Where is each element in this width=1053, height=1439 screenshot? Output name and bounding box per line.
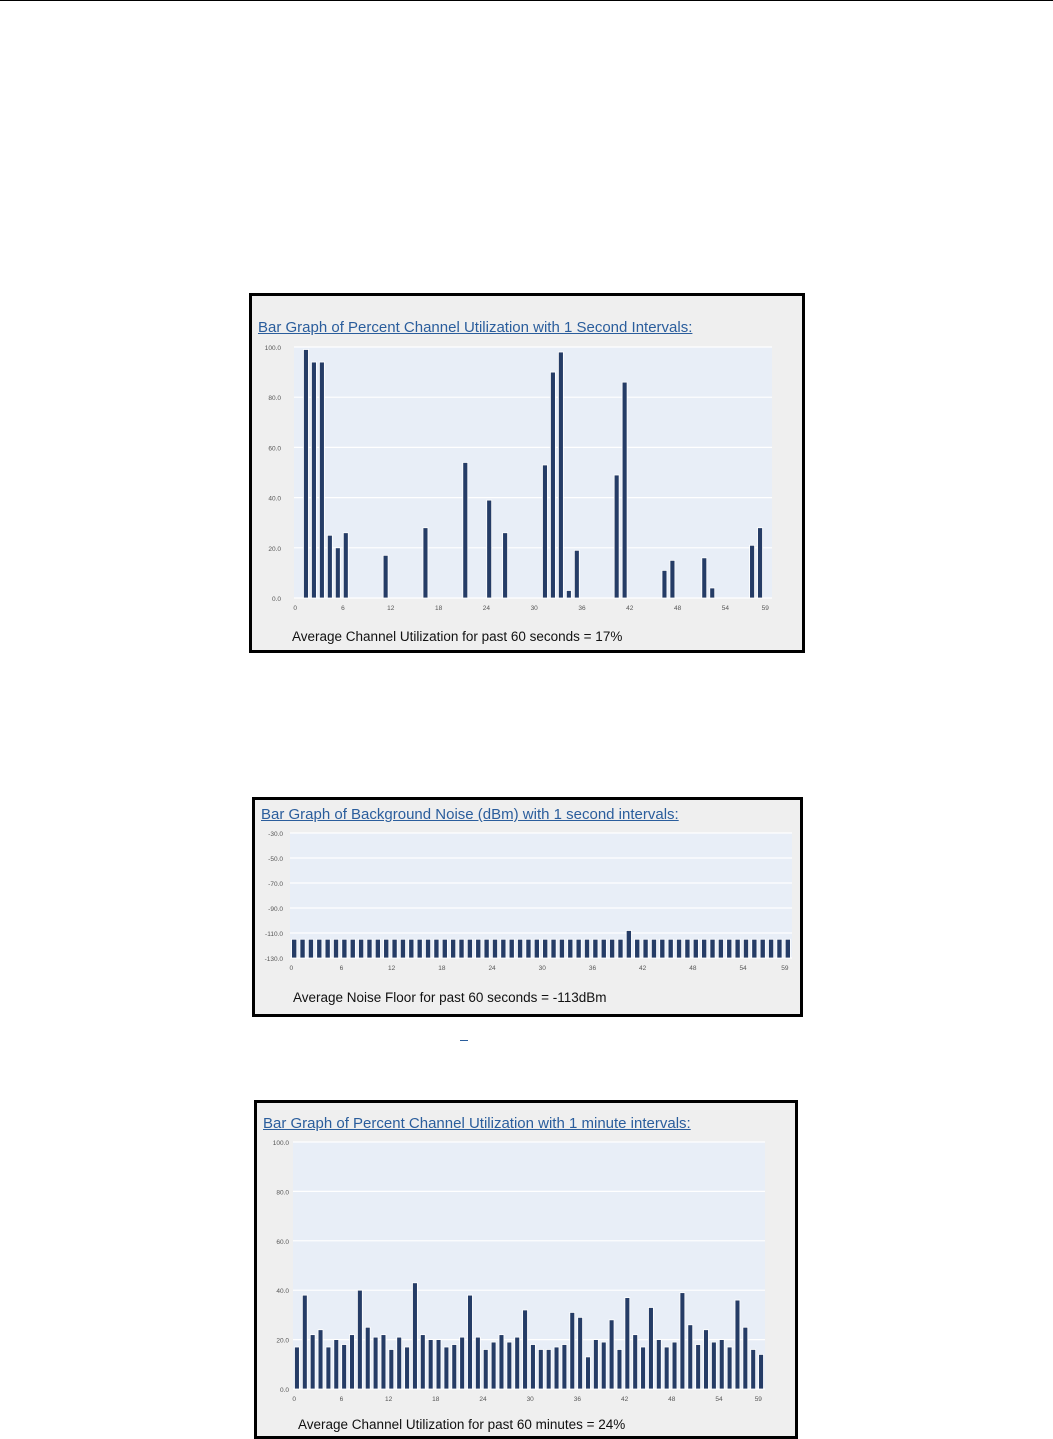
x-tick-label: 18 xyxy=(432,1396,440,1403)
bar xyxy=(617,1349,622,1389)
bar xyxy=(425,939,430,958)
x-tick-label: 48 xyxy=(668,1396,676,1403)
plot-area xyxy=(290,833,792,958)
bar xyxy=(693,939,698,958)
bar xyxy=(777,939,782,958)
x-tick-label: 12 xyxy=(388,965,396,972)
bar xyxy=(610,939,615,958)
bar-chart-noise-seconds xyxy=(255,827,800,977)
bar xyxy=(515,1337,520,1389)
bar xyxy=(517,939,522,958)
bar xyxy=(392,939,397,958)
bar xyxy=(491,1342,496,1389)
x-tick-label: 12 xyxy=(384,1396,393,1403)
x-tick-label: 6 xyxy=(339,965,344,972)
x-tick-label: 0 xyxy=(289,965,294,972)
bar xyxy=(641,1347,646,1389)
bar xyxy=(318,1330,323,1389)
bar xyxy=(584,939,589,958)
y-tick-label: 80.0 xyxy=(268,395,281,403)
y-tick-label: 40.0 xyxy=(268,495,281,503)
bar-chart-utilization-seconds xyxy=(252,340,802,615)
bar xyxy=(633,1335,638,1389)
bar xyxy=(343,533,348,598)
bar xyxy=(384,939,389,958)
bar xyxy=(568,939,573,958)
x-tick-label: 6 xyxy=(339,1396,344,1403)
bar xyxy=(335,548,340,598)
x-tick-label: 42 xyxy=(626,605,634,612)
bar xyxy=(444,1347,449,1389)
bar xyxy=(702,939,707,958)
bar xyxy=(342,939,347,958)
bar xyxy=(710,588,715,598)
x-tick-label: 18 xyxy=(438,965,446,972)
top-rule xyxy=(0,0,1053,1)
bar xyxy=(460,1337,465,1389)
x-tick-label: 24 xyxy=(479,1396,487,1403)
bar xyxy=(785,939,790,958)
bar xyxy=(334,1340,339,1389)
bar xyxy=(452,1345,457,1389)
y-tick-label: 0.0 xyxy=(271,596,281,603)
x-tick-label: 0 xyxy=(293,605,298,612)
x-tick-label: 6 xyxy=(341,605,345,612)
bar xyxy=(750,545,755,598)
bar xyxy=(702,558,707,598)
bar xyxy=(680,1293,685,1389)
x-tick-label: 59 xyxy=(761,605,769,612)
bar xyxy=(436,1340,441,1389)
bar xyxy=(593,939,598,958)
y-tick-label: 60.0 xyxy=(268,445,281,453)
bar xyxy=(476,939,481,958)
bar xyxy=(459,939,464,958)
bar xyxy=(317,939,322,958)
bar xyxy=(342,1345,347,1389)
x-tick-label: 48 xyxy=(673,605,682,612)
y-tick-label: 0.0 xyxy=(279,1387,289,1394)
x-tick-label: 24 xyxy=(482,605,491,612)
chart-caption: Average Channel Utilization for past 60 seconds = 17% xyxy=(292,629,623,644)
bar xyxy=(319,362,324,598)
bar xyxy=(685,939,690,958)
bar xyxy=(760,939,765,958)
bar xyxy=(375,939,380,958)
y-tick-label: 20.0 xyxy=(268,545,281,553)
bar xyxy=(651,939,656,958)
bar xyxy=(451,939,456,958)
bar xyxy=(327,535,332,598)
bar xyxy=(417,939,422,958)
bar xyxy=(503,533,508,598)
bar xyxy=(434,939,439,958)
bar xyxy=(711,1342,716,1389)
x-tick-label: 36 xyxy=(588,965,597,972)
x-tick-label: 18 xyxy=(434,605,443,612)
bar xyxy=(333,939,338,958)
bar xyxy=(509,939,514,958)
bar xyxy=(492,939,497,958)
bar xyxy=(292,939,297,958)
bar xyxy=(294,1347,299,1389)
bar xyxy=(618,939,623,958)
bar xyxy=(601,939,606,958)
x-tick-label: 54 xyxy=(721,605,730,612)
bar xyxy=(735,939,740,958)
bar xyxy=(484,939,489,958)
chart-caption: Average Noise Floor for past 60 seconds = -113dBm xyxy=(293,990,607,1005)
bar xyxy=(578,1317,583,1389)
y-tick-label: 60.0 xyxy=(276,1238,289,1246)
bar xyxy=(308,939,313,958)
bar xyxy=(719,1340,724,1389)
bar xyxy=(468,1295,473,1389)
x-tick-label: 42 xyxy=(620,1396,629,1403)
x-tick-label: 36 xyxy=(578,605,586,612)
bar xyxy=(662,570,667,598)
x-tick-label: 12 xyxy=(387,605,395,612)
bar xyxy=(586,1357,591,1389)
plot-area xyxy=(294,347,772,598)
x-tick-label: 30 xyxy=(526,1396,534,1403)
bar xyxy=(350,939,355,958)
y-tick-label: 80.0 xyxy=(276,1189,289,1197)
bar xyxy=(442,939,447,958)
bar xyxy=(668,939,673,958)
bar xyxy=(643,939,648,958)
bar xyxy=(574,550,579,598)
x-tick-label: 54 xyxy=(715,1396,723,1403)
bar xyxy=(614,475,619,598)
x-tick-label: 42 xyxy=(639,965,647,972)
chart-title[interactable]: Bar Graph of Percent Channel Utilization with 1 minute intervals: xyxy=(263,1115,691,1132)
chart-panel-noise-seconds xyxy=(252,797,803,1017)
bar xyxy=(311,362,316,598)
bar xyxy=(538,1349,543,1389)
bar xyxy=(559,939,564,958)
x-tick-label: 59 xyxy=(754,1396,762,1403)
bar xyxy=(359,939,364,958)
bar xyxy=(367,939,372,958)
bar xyxy=(768,939,773,958)
bar xyxy=(704,1330,709,1389)
bar xyxy=(622,382,627,598)
bar xyxy=(325,939,330,958)
bar xyxy=(660,939,665,958)
bar xyxy=(554,1347,559,1389)
bar xyxy=(758,528,763,598)
bar xyxy=(483,1349,488,1389)
y-tick-label: -70.0 xyxy=(268,881,283,888)
bar xyxy=(420,1335,425,1389)
x-tick-label: 30 xyxy=(530,605,538,612)
plot-area xyxy=(293,1142,765,1389)
x-tick-label: 24 xyxy=(488,965,496,972)
bar xyxy=(696,1345,701,1389)
bar xyxy=(672,1342,677,1389)
bar xyxy=(593,1340,598,1389)
y-tick-label: -90.0 xyxy=(268,906,283,913)
bar xyxy=(664,1347,669,1389)
bar xyxy=(635,939,640,958)
bar xyxy=(676,939,681,958)
bar xyxy=(302,1295,307,1389)
bar xyxy=(310,1335,315,1389)
bar xyxy=(727,939,732,958)
bar xyxy=(648,1307,653,1389)
bar xyxy=(350,1335,355,1389)
bar xyxy=(743,939,748,958)
bar xyxy=(507,1342,512,1389)
bar xyxy=(357,1290,362,1389)
bar xyxy=(543,939,548,958)
bar xyxy=(735,1300,740,1389)
bar xyxy=(562,1345,567,1389)
bar xyxy=(400,939,405,958)
bar xyxy=(626,931,631,959)
chart-panel-utilization-minutes xyxy=(254,1100,798,1439)
x-tick-label: 36 xyxy=(573,1396,581,1403)
y-tick-label: 40.0 xyxy=(276,1288,289,1296)
bar xyxy=(550,372,555,598)
bar-chart-utilization-minutes xyxy=(257,1136,795,1406)
bar xyxy=(570,1312,575,1389)
bar xyxy=(467,939,472,958)
bar xyxy=(409,939,414,958)
x-tick-label: 54 xyxy=(739,965,747,972)
x-tick-label: 0 xyxy=(292,1396,296,1403)
bar xyxy=(463,462,468,598)
bar xyxy=(300,939,305,958)
bar xyxy=(381,1335,386,1389)
bar xyxy=(373,1337,378,1389)
bar xyxy=(365,1327,370,1389)
chart-caption: Average Channel Utilization for past 60 minutes = 24% xyxy=(298,1417,626,1432)
bar xyxy=(727,1347,732,1389)
bar xyxy=(487,500,492,598)
bar xyxy=(751,1349,756,1389)
bar xyxy=(551,939,556,958)
y-tick-label: 20.0 xyxy=(276,1337,289,1345)
bar xyxy=(475,1337,480,1389)
x-tick-label: 48 xyxy=(689,965,697,972)
stray-link-underline xyxy=(460,1040,468,1041)
bar xyxy=(625,1298,630,1389)
bar xyxy=(534,939,539,958)
chart-title[interactable]: Bar Graph of Background Noise (dBm) with 1 second intervals: xyxy=(261,806,679,823)
bar xyxy=(405,1347,410,1389)
bar xyxy=(609,1320,614,1389)
y-tick-label: -130.0 xyxy=(264,956,283,963)
bar xyxy=(656,1340,661,1389)
bar xyxy=(383,555,388,598)
chart-title[interactable]: Bar Graph of Percent Channel Utilization with 1 Second Intervals: xyxy=(258,319,693,336)
bar xyxy=(576,939,581,958)
bar xyxy=(530,1345,535,1389)
chart-panel-utilization-seconds xyxy=(249,293,805,653)
bar xyxy=(718,939,723,958)
y-tick-label: -30.0 xyxy=(268,831,283,838)
bar xyxy=(710,939,715,958)
bar xyxy=(546,1349,551,1389)
bar xyxy=(670,560,675,598)
bar xyxy=(501,939,506,958)
y-tick-label: -110.0 xyxy=(265,931,283,938)
bar xyxy=(389,1349,394,1389)
bar xyxy=(523,1310,528,1389)
bar xyxy=(412,1283,417,1389)
bar xyxy=(558,352,563,598)
y-tick-label: 100.0 xyxy=(264,345,281,352)
bar xyxy=(428,1340,433,1389)
x-tick-label: 59 xyxy=(781,965,789,972)
bar xyxy=(303,350,308,598)
y-tick-label: 100.0 xyxy=(272,1140,289,1147)
bar xyxy=(526,939,531,958)
y-tick-label: -50.0 xyxy=(268,856,283,863)
bar xyxy=(601,1342,606,1389)
bar xyxy=(688,1325,693,1389)
bar xyxy=(566,590,571,598)
bar xyxy=(423,528,428,598)
bar xyxy=(499,1335,504,1389)
bar xyxy=(752,939,757,958)
bar xyxy=(542,465,547,598)
bar xyxy=(743,1327,748,1389)
bar xyxy=(326,1347,331,1389)
x-tick-label: 30 xyxy=(538,965,546,972)
bar xyxy=(397,1337,402,1389)
bar xyxy=(759,1354,764,1389)
